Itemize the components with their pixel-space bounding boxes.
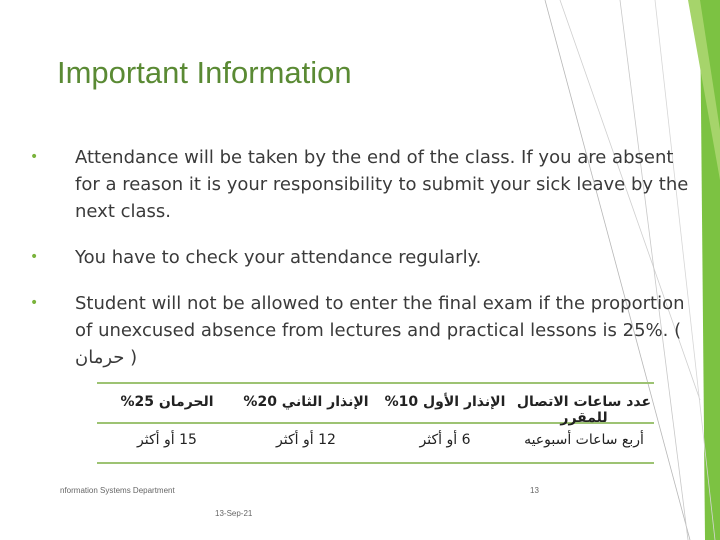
table-cell-second-warning: 12 أو أكثر <box>276 432 336 448</box>
bullet-text: You have to check your attendance regularly. <box>75 247 482 268</box>
bullet-item <box>30 244 692 271</box>
table-header-deprivation: الحرمان 25% <box>120 394 214 410</box>
bullet-text: Attendance will be taken by the end of the class. If you are absent for a reason it is your responsibility to submit your sick leave by the next class. <box>75 147 689 222</box>
table-top-border <box>97 382 654 384</box>
footer-date: 13-Sep-21 <box>215 509 253 518</box>
table-cell-deprivation: 15 أو أكثر <box>137 432 197 448</box>
absence-table <box>97 382 654 464</box>
footer-page-number: 13 <box>530 486 539 495</box>
slide-title: Important Information <box>57 55 352 90</box>
table-cell-first-warning: 6 أو أكثر <box>419 432 471 448</box>
bullet-dot-icon: • <box>30 149 39 165</box>
bullet-dot-icon: • <box>30 249 39 265</box>
bullet-item <box>30 290 692 371</box>
table-bottom-border <box>97 462 654 464</box>
table-header-second-warning: الإنذار الثاني 20% <box>243 394 369 410</box>
bullet-list <box>30 144 692 371</box>
bullet-item <box>30 144 692 225</box>
bullet-dot-icon: • <box>30 295 39 311</box>
table-header-first-warning: الإنذار الأول 10% <box>384 394 506 410</box>
footer-department: nformation Systems Department <box>60 486 175 495</box>
table-cell-contact-hours: أربع ساعات أسبوعيه <box>524 432 644 448</box>
table-header-contact-hours: عدد ساعات الاتصال للمقرر <box>516 394 652 426</box>
bullet-text: Student will not be allowed to enter the final exam if the proportion of unexcused absence from lectures and practical lessons is 25%. ( حرمان ) <box>75 293 685 368</box>
